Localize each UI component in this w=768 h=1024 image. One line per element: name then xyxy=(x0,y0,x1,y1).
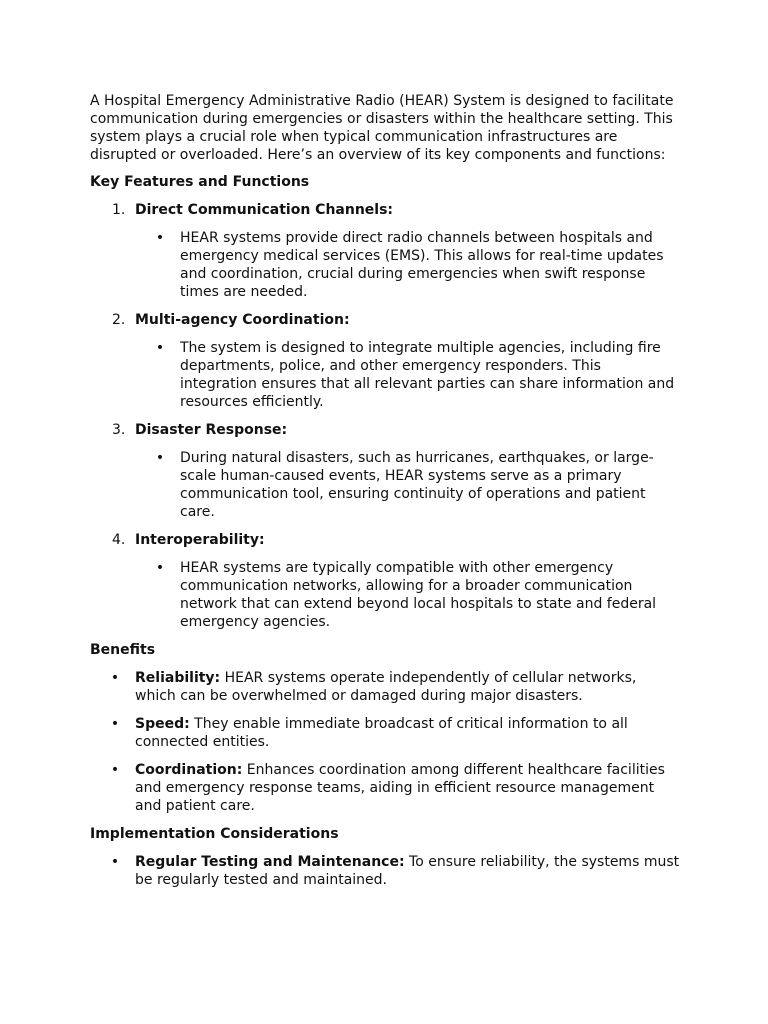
feature-item xyxy=(90,201,680,301)
bullet-icon: • xyxy=(155,450,165,466)
feature-number: 2. xyxy=(112,312,126,328)
feature-description: HEAR systems are typically compatible with other emergency communication networks, allowing for a broader communication network that can extend beyond local hospitals to state and federal emergency agencies. xyxy=(180,560,657,630)
feature-title: Interoperability: xyxy=(135,532,265,548)
benefit-text: Enhances coordination among different healthcare facilities and emergency response teams, aiding in efficient resource management and patient care. xyxy=(135,762,665,814)
intro-paragraph: A Hospital Emergency Administrative Radio (HEAR) System is designed to facilitate communication during emergencies or disasters within the healthcare setting. This system plays a crucial role when typical communication infrastructures are disrupted or overloaded. Here’s an overview of its key components and functions: xyxy=(90,93,674,163)
implementation-list xyxy=(90,853,680,889)
feature-title: Multi-agency Coordination: xyxy=(135,312,350,328)
bullet-icon: • xyxy=(110,670,120,686)
bullet-icon: • xyxy=(155,340,165,356)
feature-title: Direct Communication Channels: xyxy=(135,202,394,218)
document-page xyxy=(90,92,680,899)
bullet-icon: • xyxy=(110,762,120,778)
feature-title-row xyxy=(90,311,680,329)
feature-description-row xyxy=(90,229,680,301)
benefit-item xyxy=(90,669,680,705)
bullet-icon: • xyxy=(155,560,165,576)
feature-description-row xyxy=(90,449,680,521)
benefits-list xyxy=(90,669,680,815)
feature-description: During natural disasters, such as hurricanes, earthquakes, or large-scale human-caused events, HEAR systems serve as a primary communication tool, ensuring continuity of operations and patient care. xyxy=(180,450,654,520)
implementation-heading: Implementation Considerations xyxy=(90,826,339,842)
implementation-text: To ensure reliability, the systems must be regularly tested and maintained. xyxy=(135,854,680,888)
feature-number: 4. xyxy=(112,532,126,548)
benefit-text: They enable immediate broadcast of critical information to all connected entities. xyxy=(135,716,628,750)
benefit-item xyxy=(90,715,680,751)
benefit-label: Reliability: xyxy=(135,670,221,686)
key-features-heading: Key Features and Functions xyxy=(90,174,310,190)
feature-number: 1. xyxy=(112,202,126,218)
benefit-label: Coordination: xyxy=(135,762,243,778)
feature-title: Disaster Response: xyxy=(135,422,288,438)
bullet-icon: • xyxy=(155,230,165,246)
feature-description: The system is designed to integrate multiple agencies, including fire departments, police, and other emergency responders. This integration ensures that all relevant parties can share information and resources efficiently. xyxy=(180,340,675,410)
feature-title-row xyxy=(90,201,680,219)
benefit-label: Speed: xyxy=(135,716,190,732)
feature-item xyxy=(90,421,680,521)
feature-number: 3. xyxy=(112,422,126,438)
bullet-icon: • xyxy=(110,716,120,732)
feature-item xyxy=(90,311,680,411)
feature-title-row xyxy=(90,531,680,549)
feature-item xyxy=(90,531,680,631)
benefit-text: HEAR systems operate independently of cellular networks, which can be overwhelmed or damaged during major disasters. xyxy=(135,670,637,704)
bullet-icon: • xyxy=(110,854,120,870)
features-list xyxy=(90,201,680,631)
feature-description-row xyxy=(90,339,680,411)
implementation-label: Regular Testing and Maintenance: xyxy=(135,854,405,870)
implementation-item xyxy=(90,853,680,889)
feature-description: HEAR systems provide direct radio channels between hospitals and emergency medical services (EMS). This allows for real-time updates and coordination, crucial during emergencies when swift response times are needed. xyxy=(180,230,664,300)
benefit-item xyxy=(90,761,680,815)
feature-title-row xyxy=(90,421,680,439)
feature-description-row xyxy=(90,559,680,631)
benefits-heading: Benefits xyxy=(90,642,156,658)
